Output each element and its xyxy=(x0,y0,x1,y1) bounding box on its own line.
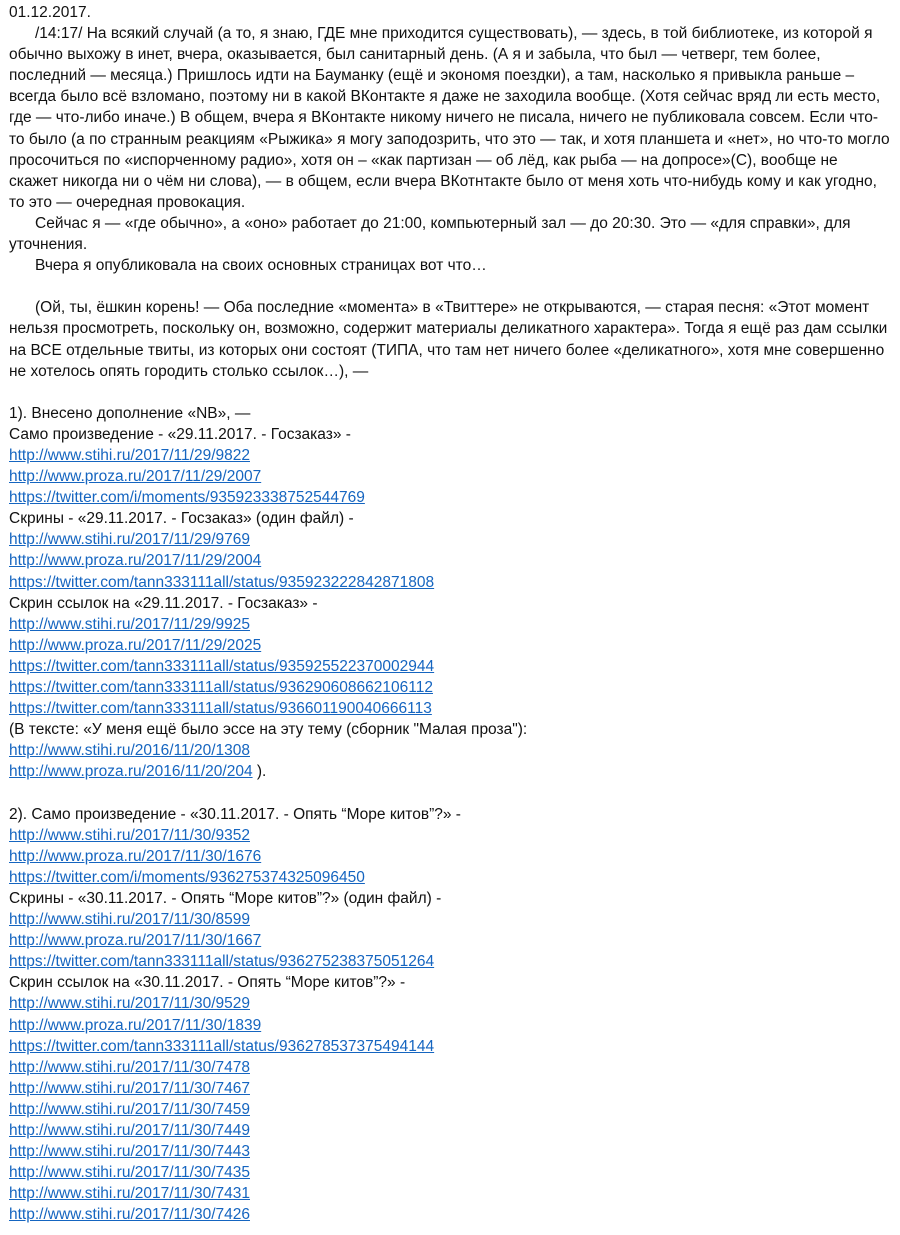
link[interactable]: http://www.stihi.ru/2017/11/30/7478 xyxy=(9,1058,250,1076)
section1-work-label: Само произведение - «29.11.2017. - Госзаказ» - xyxy=(9,425,351,443)
link[interactable]: http://www.stihi.ru/2017/11/30/7443 xyxy=(9,1143,250,1161)
link[interactable]: http://www.proza.ru/2017/11/30/1676 xyxy=(9,847,262,865)
link[interactable]: http://www.proza.ru/2017/11/30/1667 xyxy=(9,932,262,950)
paragraph-published: Вчера я опубликовала на своих основных страницах вот что… xyxy=(35,257,487,275)
date-heading: 01.12.2017. xyxy=(9,4,91,21)
link[interactable]: http://www.proza.ru/2016/11/20/204 xyxy=(9,763,253,781)
link[interactable]: http://www.proza.ru/2017/11/29/2025 xyxy=(9,636,262,654)
link[interactable]: https://twitter.com/tann333111all/status/935925522370002944 xyxy=(9,657,435,675)
link[interactable]: https://twitter.com/tann333111all/status/936601190040666113 xyxy=(9,700,432,718)
link[interactable]: http://www.stihi.ru/2017/11/30/9529 xyxy=(9,995,250,1013)
link[interactable]: http://www.stihi.ru/2017/11/29/9925 xyxy=(9,615,250,633)
link[interactable]: http://www.stihi.ru/2017/11/29/9822 xyxy=(9,446,250,464)
section1-screens-label: Скрины - «29.11.2017. - Госзаказ» (один файл) - xyxy=(9,510,354,528)
link[interactable]: https://twitter.com/i/moments/936275374325096450 xyxy=(9,868,365,886)
link[interactable]: http://www.proza.ru/2017/11/30/1839 xyxy=(9,1016,262,1034)
link[interactable]: http://www.stihi.ru/2017/11/30/8599 xyxy=(9,911,250,929)
link[interactable]: http://www.stihi.ru/2016/11/20/1308 xyxy=(9,742,250,760)
link[interactable]: http://www.stihi.ru/2017/11/30/9352 xyxy=(9,826,250,844)
link[interactable]: http://www.stihi.ru/2017/11/30/7449 xyxy=(9,1121,250,1139)
link[interactable]: http://www.stihi.ru/2017/11/30/7467 xyxy=(9,1079,250,1097)
link[interactable]: http://www.proza.ru/2017/11/29/2007 xyxy=(9,468,262,486)
section2-work-label: 2). Само произведение - «30.11.2017. - Опять “Море китов”?» - xyxy=(9,805,461,823)
section1-screenlinks-label: Скрин ссылок на «29.11.2017. - Госзаказ» - xyxy=(9,594,318,612)
essay-last-line xyxy=(9,761,891,782)
paragraph-note: (Ой, ты, ёшкин корень! — Оба последние «момента» в «Твиттере» не открываются, — старая песня: «Этот момент нельзя просмотреть, поскольку он, возможно, содержит материалы деликатного характера». Тогда я ещё раз дам ссылки на ВСЕ отдельные твиты, из которых они состоят (ТИПА, что там нет ничего более «деликатного», хотя мне совершенно не хотелось опять городить столько ссылок…), — xyxy=(9,299,888,380)
link[interactable]: http://www.proza.ru/2017/11/29/2004 xyxy=(9,552,262,570)
section1-heading: 1). Внесено дополнение «NB», — xyxy=(9,404,251,422)
section2-screenlinks-label: Скрин ссылок на «30.11.2017. - Опять “Море китов”?» - xyxy=(9,974,406,992)
link[interactable]: http://www.stihi.ru/2017/11/30/7459 xyxy=(9,1100,250,1118)
section2-screens-label: Скрины - «30.11.2017. - Опять “Море китов”?» (один файл) - xyxy=(9,889,442,907)
link[interactable]: https://twitter.com/tann333111all/status/936278537375494144 xyxy=(9,1037,435,1055)
blank-line xyxy=(9,382,891,403)
section1-essay-label: (В тексте: «У меня ещё было эссе на эту тему (сборник "Малая проза"): xyxy=(9,721,528,739)
link[interactable]: http://www.stihi.ru/2017/11/29/9769 xyxy=(9,531,250,549)
paragraph-intro: /14:17/ На всякий случай (а то, я знаю, ГДЕ мне приходится существовать), — здесь, в той библиотеке, из которой я обычно выхожу в инет, вчера, оказывается, был санитарный день. (А я и забыла, что был — четверг, тем более, последний — месяца.) Пришлось идти на Бауманку (ещё и экономя поездки), а там, насколько я привыкла раньше – всегда было всё взломано, поэтому ни в какой ВКонтакте я даже не заходила вообще. (Хотя сейчас вряд ли есть место, где — что-либо иначе.) В общем, вчера я ВКонтакте никому ничего не писала, ничего не публиковала совсем. Если что-то было (а по странным реакциям «Рыжика» я могу заподозрить, что это — так, и хотя планшета и «нет», но что-то могло просочиться по «испорченному радио», хотя он – «как партизан — об лёд, как рыба — на допросе»(С), вообще не скажет никогда ни о чём ни слова), — в общем, если вчера ВКотнтакте было от меня хоть что-нибудь кому и как угодно, то это — очередная провокация. xyxy=(9,25,890,211)
link[interactable]: https://twitter.com/tann333111all/status/936275238375051264 xyxy=(9,953,435,971)
link[interactable]: http://www.stihi.ru/2017/11/30/7431 xyxy=(9,1185,250,1203)
link[interactable]: http://www.stihi.ru/2017/11/30/7435 xyxy=(9,1164,250,1182)
link[interactable]: https://twitter.com/i/moments/935923338752544769 xyxy=(9,489,365,507)
link[interactable]: https://twitter.com/tann333111all/status/935923222842871808 xyxy=(9,573,435,591)
blank-line xyxy=(9,782,891,803)
link[interactable]: http://www.stihi.ru/2017/11/30/7426 xyxy=(9,1206,250,1224)
link[interactable]: https://twitter.com/tann333111all/status/936290608662106112 xyxy=(9,679,433,696)
blank-line xyxy=(9,276,891,297)
essay-tail: ). xyxy=(252,763,267,781)
paragraph-hours: Сейчас я — «где обычно», а «оно» работает до 21:00, компьютерный зал — до 20:30. Это — «для справки», для уточнения. xyxy=(9,214,851,254)
